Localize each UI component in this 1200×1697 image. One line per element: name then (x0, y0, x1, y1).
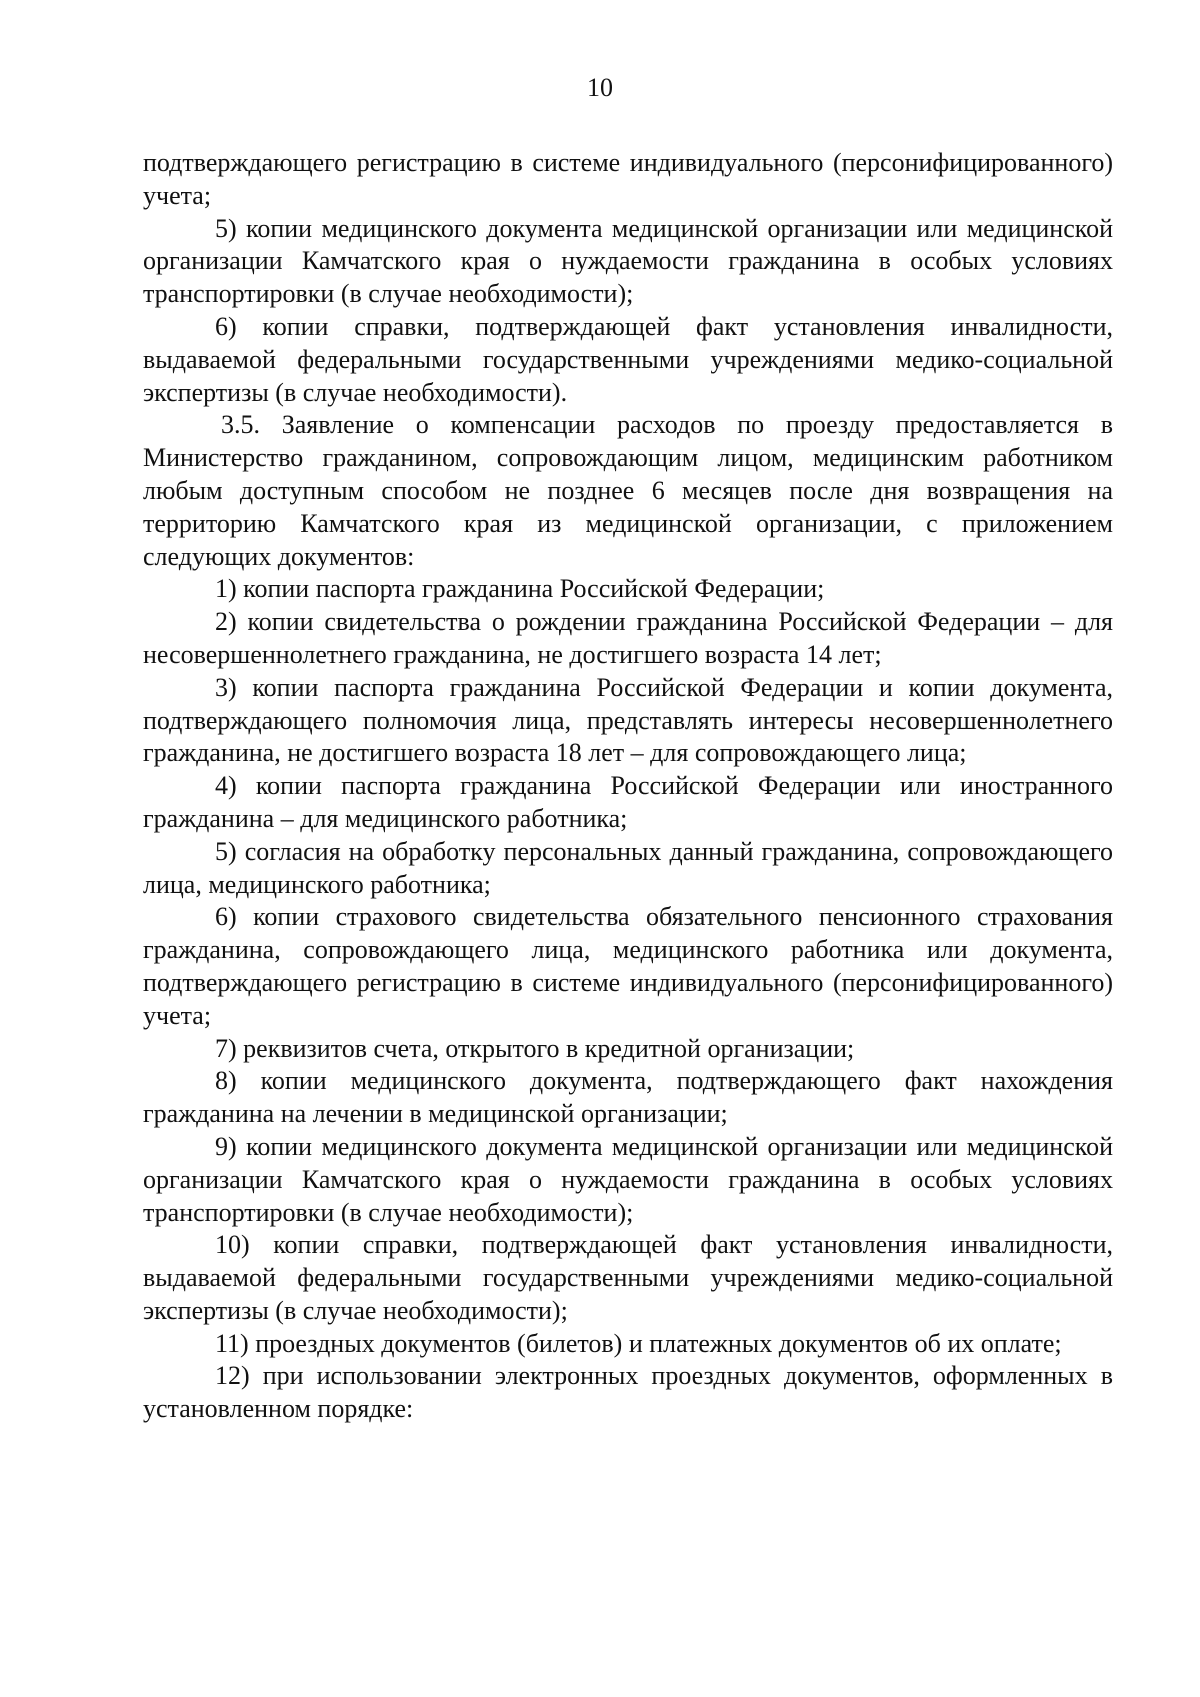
paragraph-section-3-5: 3.5. Заявление о компенсации расходов по проезду предоставляется в Министерство гражданином, сопровождающим лицом, медицинским работником любым доступным способом не позднее 6 месяцев после дня возвращения на территорию Камчатского края из медицинской организации, с приложением следующих документов: (143, 410, 1113, 571)
paragraph-item-5-consent: 5) согласия на обработку персональных данный гражданина, сопровождающего лица, медицинского работника; (143, 836, 1113, 899)
paragraph-item-7-bank-details: 7) реквизитов счета, открытого в кредитной организации; (215, 1033, 855, 1063)
page-number: 10 (587, 73, 613, 102)
paragraph-item-10-disability-certificate: 10) копии справки, подтверждающей факт установления инвалидности, выдаваемой федеральными государственными учреждениями медико-социальной экспертизы (в случае необходимости); (143, 1230, 1113, 1325)
paragraph-item-11-travel-documents: 11) проездных документов (билетов) и платежных документов об их оплате; (215, 1328, 1062, 1358)
paragraph-item-2-birth-certificate: 2) копии свидетельства о рождении гражданина Российской Федерации – для несовершеннолетнего гражданина, не достигшего возраста 14 лет; (143, 607, 1113, 669)
paragraph-item-5-medical-document: 5) копии медицинского документа медицинской организации или медицинской организации Камчатского края о нуждаемости гражданина в особых условиях транспортировки (в случае необходимости); (143, 213, 1113, 309)
paragraph-item-6-disability-certificate: 6) копии справки, подтверждающей факт установления инвалидности, выдаваемой федеральными государственными учреждениями медико-социальной экспертизы (в случае необходимости). (143, 311, 1113, 407)
paragraph-item-9-transport-needs: 9) копии медицинского документа медицинской организации или медицинской организации Камчатского края о нуждаемости гражданина в особых условиях транспортировки (в случае необходимости); (143, 1131, 1113, 1227)
paragraph-item-1-passport: 1) копии паспорта гражданина Российской Федерации; (215, 574, 825, 604)
document-body (143, 147, 1113, 1426)
paragraph-item-4-medical-worker-passport: 4) копии паспорта гражданина Российской Федерации или иностранного гражданина – для медицинского работника; (143, 771, 1113, 833)
paragraph-item-3-guardian-documents: 3) копии паспорта гражданина Российской Федерации и копии документа, подтверждающего полномочия лица, представлять интересы несовершеннолетнего гражданина, не достигшего возраста 18 лет – для сопровождающего лица; (143, 672, 1113, 768)
paragraph-item-12-electronic-tickets: 12) при использовании электронных проездных документов, оформленных в установленном порядке: (143, 1361, 1113, 1424)
paragraph-item-8-treatment-document: 8) копии медицинского документа, подтверждающего факт нахождения гражданина на лечении в медицинской организации; (143, 1066, 1113, 1129)
paragraph-item-6-pension-insurance: 6) копии страхового свидетельства обязательного пенсионного страхования гражданина, сопровождающего лица, медицинского работника или документа, подтверждающего регистрацию в системе индивидуального (персонифицированного) учета; (143, 902, 1113, 1030)
paragraph-continuation: подтверждающего регистрацию в системе индивидуального (персонифицированного) учета; (143, 148, 1113, 210)
